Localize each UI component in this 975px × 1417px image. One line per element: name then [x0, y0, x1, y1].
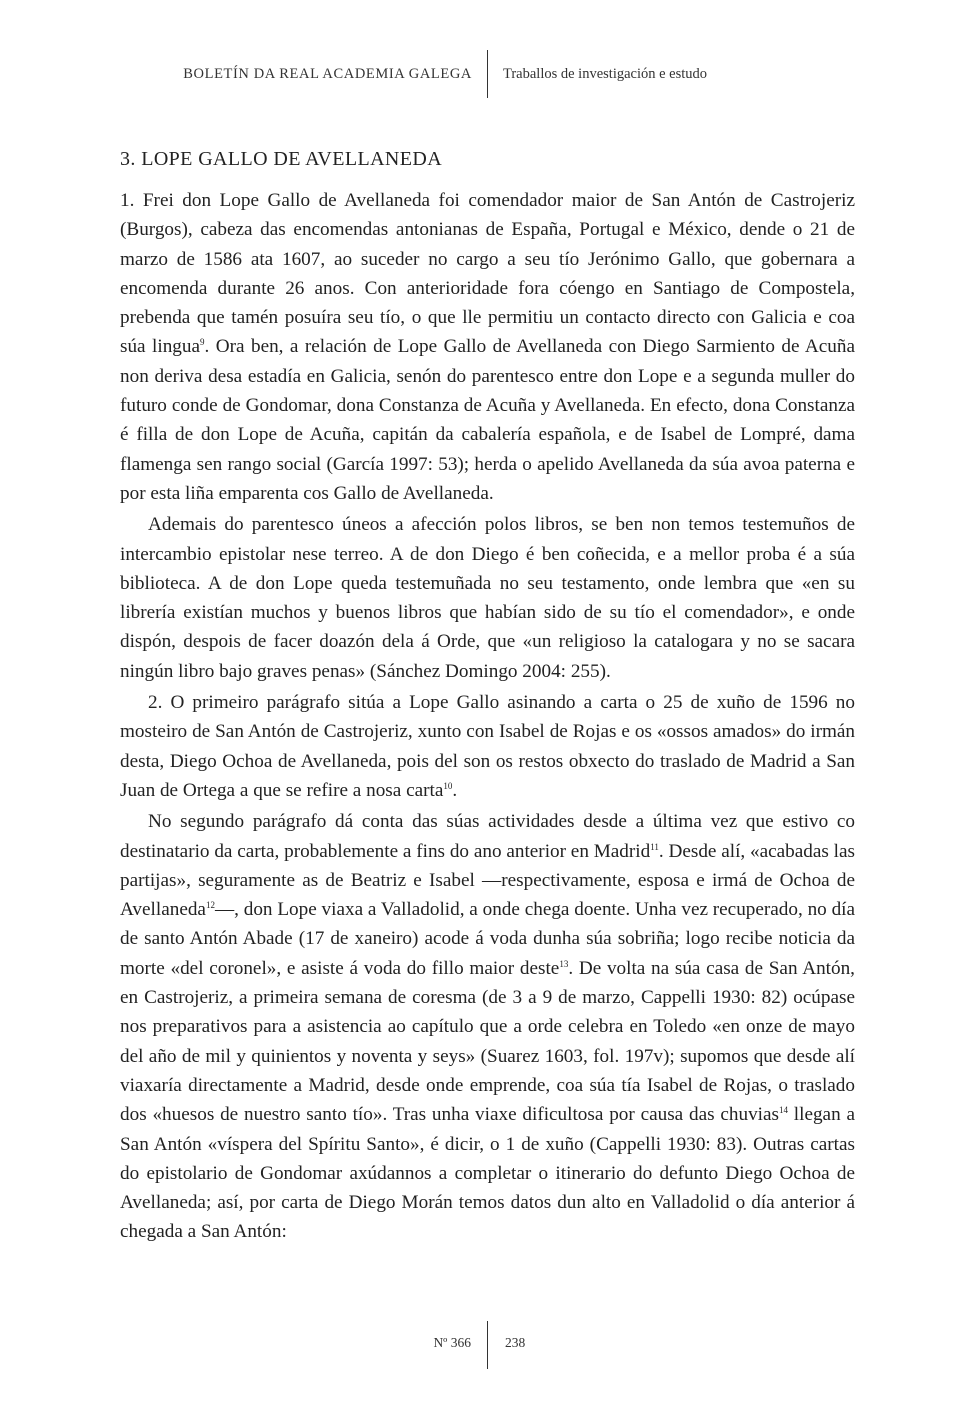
paragraph-text: Ademais do parentesco úneos a afección polos libros, se ben non temos testemuños de intercambio epistolar nese terreo. A de don Diego é ben coñecida, e a mellor proba é a súa biblioteca. A de don Lope queda testemuñada no seu testamento, onde lembra que «en su librería existían muchos y buenos libros que habían sido de su tío el comendador», e onde dispón, despois de facer doazón dela á Orde, que «un religioso la catalogara y no se sacara ningún libro bajo graves penas» (Sánchez Domingo 2004: 255).: [120, 514, 855, 682]
footer-divider: [487, 1321, 488, 1369]
footnote-marker[interactable]: 14: [778, 1105, 788, 1116]
paragraph-text: 1. Frei don Lope Gallo de Avellaneda foi comendador maior de San Antón de Castrojeriz (Burgos), cabeza das encomendas antonianas de España, Portugal e México, dende o 21 de marzo de 1586 ata 1607, ao suceder no cargo a seu tío Jerónimo Gallo, que gobernara a encomenda durante 26 anos. Con anterioridade fora cóengo en Santiago de Compostela, prebenda que tamén posuíra seu tío, o que lle permitiu un contacto directo con Galicia e coa súa lingua: [120, 190, 855, 358]
paragraph: [120, 510, 855, 686]
header-divider: [487, 50, 488, 98]
footnote-marker[interactable]: 9: [200, 337, 205, 348]
paragraph-text: 2. O primeiro parágrafo sitúa a Lope Gallo asinando a carta o 25 de xuño de 1596 no mosteiro de San Antón de Castrojeriz, xunto con Isabel de Rojas e os «ossos amados» do irmán desta, Diego Ochoa de Avellaneda, pois del son os restos obxecto do traslado de Madrid a San Juan de Ortega a que se refire a nosa carta: [120, 692, 855, 801]
page-number: 238: [505, 1335, 526, 1350]
issue-number: Nº 366: [433, 1335, 471, 1350]
paragraph-text: —, don Lope viaxa a Valladolid, a onde chega doente. Unha vez recuperado, no día de santo Antón Abade (17 de xaneiro) acode á voda dunha súa sobriña; logo recibe noticia da morte «del coronel», e asiste á voda do fillo maior deste: [120, 899, 856, 979]
paragraph-text: .: [452, 779, 458, 801]
section-title: 3. LOPE GALLO DE AVELLANEDA: [120, 148, 443, 170]
paragraph-text: . Desde alí, «acabadas las partijas», seguramente as de Beatriz e Isabel —respectivamente, esposa e irmá de Ochoa de Avellaneda: [120, 840, 855, 921]
paragraph-text: llegan a San Antón «víspera del Spíritu Santo», é dicir, o 1 de xuño (Cappelli 1930: 83). Outras cartas do epistolario de Gondomar axúdannos a completar o itinerario do defunto Diego Ochoa de Avellaneda; así, por carta de Diego Morán temos datos dun alto en Valladolid o día anterior á chegada a San Antón:: [120, 1104, 855, 1243]
paragraph: [120, 688, 855, 805]
paragraph-text: . Ora ben, a relación de Lope Gallo de Avellaneda con Diego Sarmiento de Acuña non deriva desa estadía en Galicia, senón do parentesco entre don Lope e a segunda muller do futuro conde de Gondomar, dona Constanza de Acuña y Avellaneda. En efecto, dona Constanza é filla de don Lope de Acuña, capitán da cabalería española, e de Isabel de Lompré, dama flamenga sen rango social (García 1997: 53); herda o apelido Avellaneda da súa avoa paterna e por esta liña emparenta cos Gallo de Avellaneda.: [120, 336, 855, 504]
section-name: Traballos de investigación e estudo: [503, 66, 708, 82]
footnote-marker[interactable]: 13: [559, 958, 569, 969]
footnote-marker[interactable]: 10: [443, 780, 453, 791]
page-header: [0, 50, 975, 100]
footnote-marker[interactable]: 11: [650, 841, 659, 852]
footnote-marker[interactable]: 12: [205, 900, 215, 911]
paragraph: [120, 807, 855, 1246]
journal-title: BOLETÍN DA REAL ACADEMIA GALEGA: [183, 66, 472, 82]
paragraph-text: No segundo parágrafo dá conta das súas actividades desde a última vez que estivo co destinatario da carta, probablemente a fins do ano anterior en Madrid: [120, 811, 855, 862]
paragraph: [120, 186, 855, 508]
page-footer: [0, 1321, 975, 1371]
paragraph-text: . De volta na súa casa de San Antón, en Castrojeriz, a primeira semana de coresma (de 3 a 9 de marzo, Cappelli 1930: 82) ocúpase nos preparativos para a asistencia ao capítulo que a orde celebra en Toledo «en onze de mayo del año de mil y quinientos y noventa y seys» (Suarez 1603, fol. 197v); supomos que desde alí viaxaría directamente a Madrid, desde onde emprende, coa súa tía Isabel de Rojas, o traslado dos «huesos de nuestro santo tío». Tras unha viaxe dificultosa por causa das chuvias: [120, 957, 855, 1126]
article-body: [120, 140, 855, 1247]
